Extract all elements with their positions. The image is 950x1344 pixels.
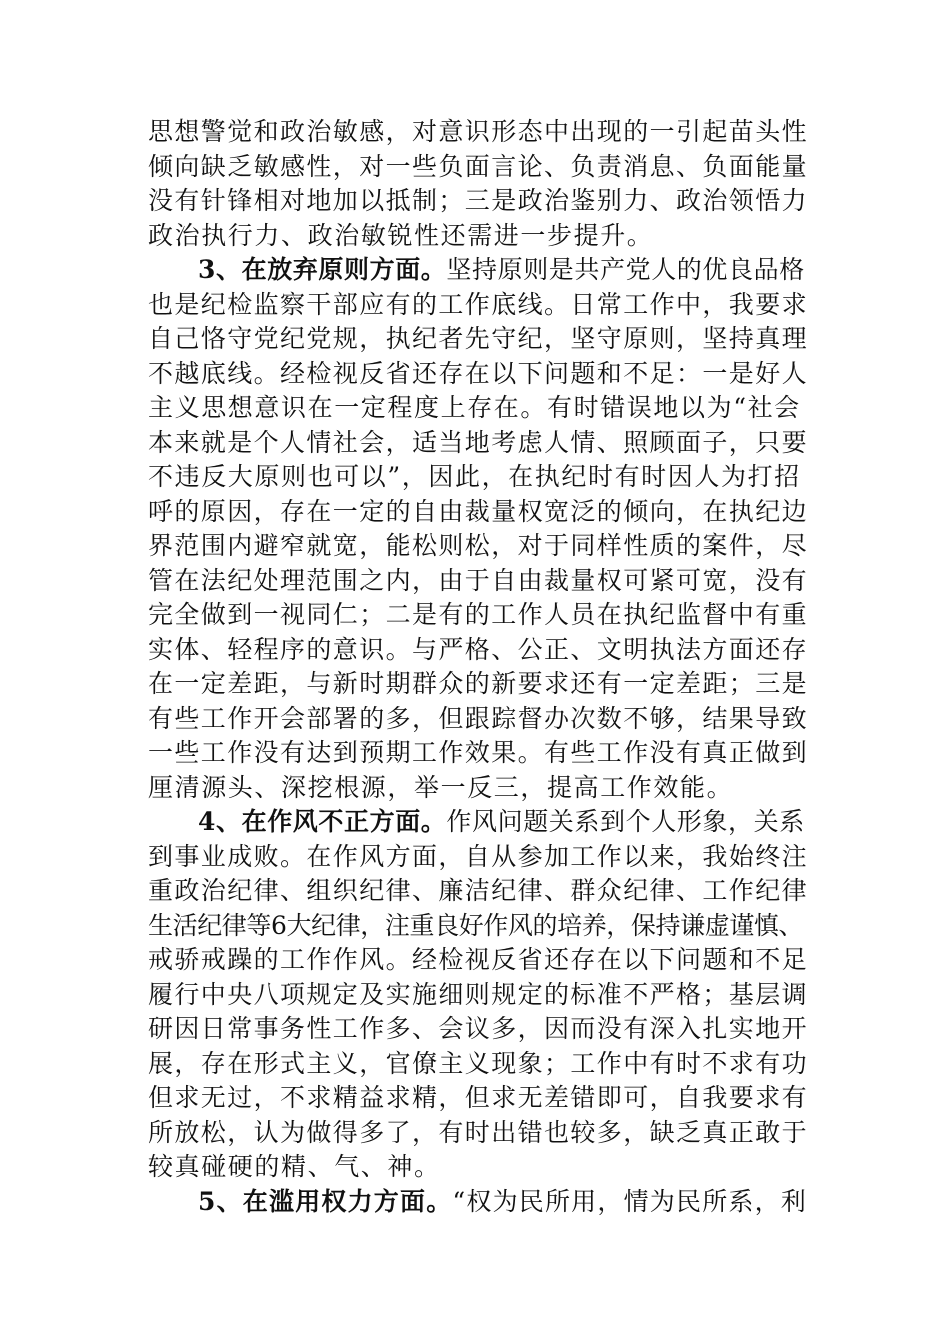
text-line-2: 倾向缺乏敏感性，对一些负面言论、负责消息、负面能量 xyxy=(148,151,809,181)
text-line-6: 也是纪检监察干部应有的工作底线。日常工作中，我要求 xyxy=(148,289,809,319)
text-line-15: 完全做到一视同仁；二是有的工作人员在执纪监督中有重 xyxy=(148,600,809,629)
text-line-19: 一些工作没有达到预期工作效果。有些工作没有真正做到 xyxy=(148,738,809,767)
text-line-31: 较真碰硬的精、气、神。 xyxy=(148,1152,441,1181)
text-line-27: 研因日常事务性工作多、会议多，因而没有深入扎实地开 xyxy=(148,1014,809,1043)
text-line-3: 没有针锋相对地加以抵制；三是政治鉴别力、政治领悟力 xyxy=(148,186,809,215)
section-5-heading: 5、在滥用权力方面。 xyxy=(198,1186,453,1216)
text-line-11: 不违反大原则也可以”，因此，在执纪时有时因人为打招 xyxy=(148,462,801,491)
text-line-29: 但求无过，不求精益求精，但求无差错即可，自我要求有 xyxy=(148,1083,809,1112)
text-line-20: 厘清源头、深挖根源，举一反三，提高工作效能。 xyxy=(148,772,734,802)
text-line-17: 在一定差距，与新时期群众的新要求还有一定差距；三是 xyxy=(148,669,809,698)
text-line-1: 思想警觉和政治敏感，对意识形态中出现的一引起苗头性 xyxy=(148,117,809,146)
text-line-12: 呼的原因，存在一定的自由裁量权宽泛的倾向，在执纪边 xyxy=(148,496,809,526)
section-4-heading: 4、在作风不正方面。 xyxy=(198,807,447,836)
document-body xyxy=(148,115,808,1219)
text-line-4: 政治执行力、政治敏锐性还需进一步提升。 xyxy=(148,220,654,250)
section-4-text: 作风问题关系到个人形象，关系 xyxy=(446,807,805,836)
text-line-10: 本来就是个人情社会，适当地考虑人情、照顾面子，只要 xyxy=(148,427,809,457)
section-5-first-line xyxy=(148,1185,808,1220)
text-line-25: 戒骄戒躁的工作作风。经检视反省还存在以下问题和不足 xyxy=(148,945,809,974)
text-line-30: 所放松，认为做得多了，有时出错也较多，缺乏真正敢于 xyxy=(148,1117,809,1147)
text-line-22: 到事业成败。在作风方面，自从参加工作以来，我始终注 xyxy=(148,841,809,871)
text-line-16: 实体、轻程序的意识。与严格、公正、文明执法方面还存 xyxy=(148,634,809,664)
text-line-28: 展，存在形式主义，官僚主义现象；工作中有时不求有功 xyxy=(148,1048,809,1078)
text-line-24: 生活纪律等6大纪律，注重良好作风的培养，保持谦虚谨慎、 xyxy=(148,910,804,940)
text-line-9: 主义思想意识在一定程度上存在。有时错误地以为“社会 xyxy=(148,393,801,422)
text-line-23: 重政治纪律、组织纪律、廉洁纪律、群众纪律、工作纪律 xyxy=(148,876,809,905)
section-3-text: 坚持原则是共产党人的优良品格 xyxy=(446,255,805,284)
text-line-26: 履行中央八项规定及实施细则规定的标准不严格；基层调 xyxy=(148,979,809,1009)
text-line-7: 自己恪守党纪党规，执纪者先守纪，坚守原则，坚持真理 xyxy=(148,324,809,353)
section-3-first-line xyxy=(148,253,808,288)
text-line-8: 不越底线。经检视反省还存在以下问题和不足：一是好人 xyxy=(148,358,809,388)
section-3-heading: 3、在放弃原则方面。 xyxy=(198,255,447,284)
text-line-18: 有些工作开会部署的多，但跟踪督办次数不够，结果导致 xyxy=(148,703,809,733)
text-line-13: 界范围内避窄就宽，能松则松，对于同样性质的案件，尽 xyxy=(148,531,809,560)
section-5-text: “权为民所用，情为民所系，利 xyxy=(452,1186,807,1216)
text-line-14: 管在法纪处理范围之内，由于自由裁量权可紧可宽，没有 xyxy=(148,565,809,595)
section-4-first-line xyxy=(148,805,808,840)
